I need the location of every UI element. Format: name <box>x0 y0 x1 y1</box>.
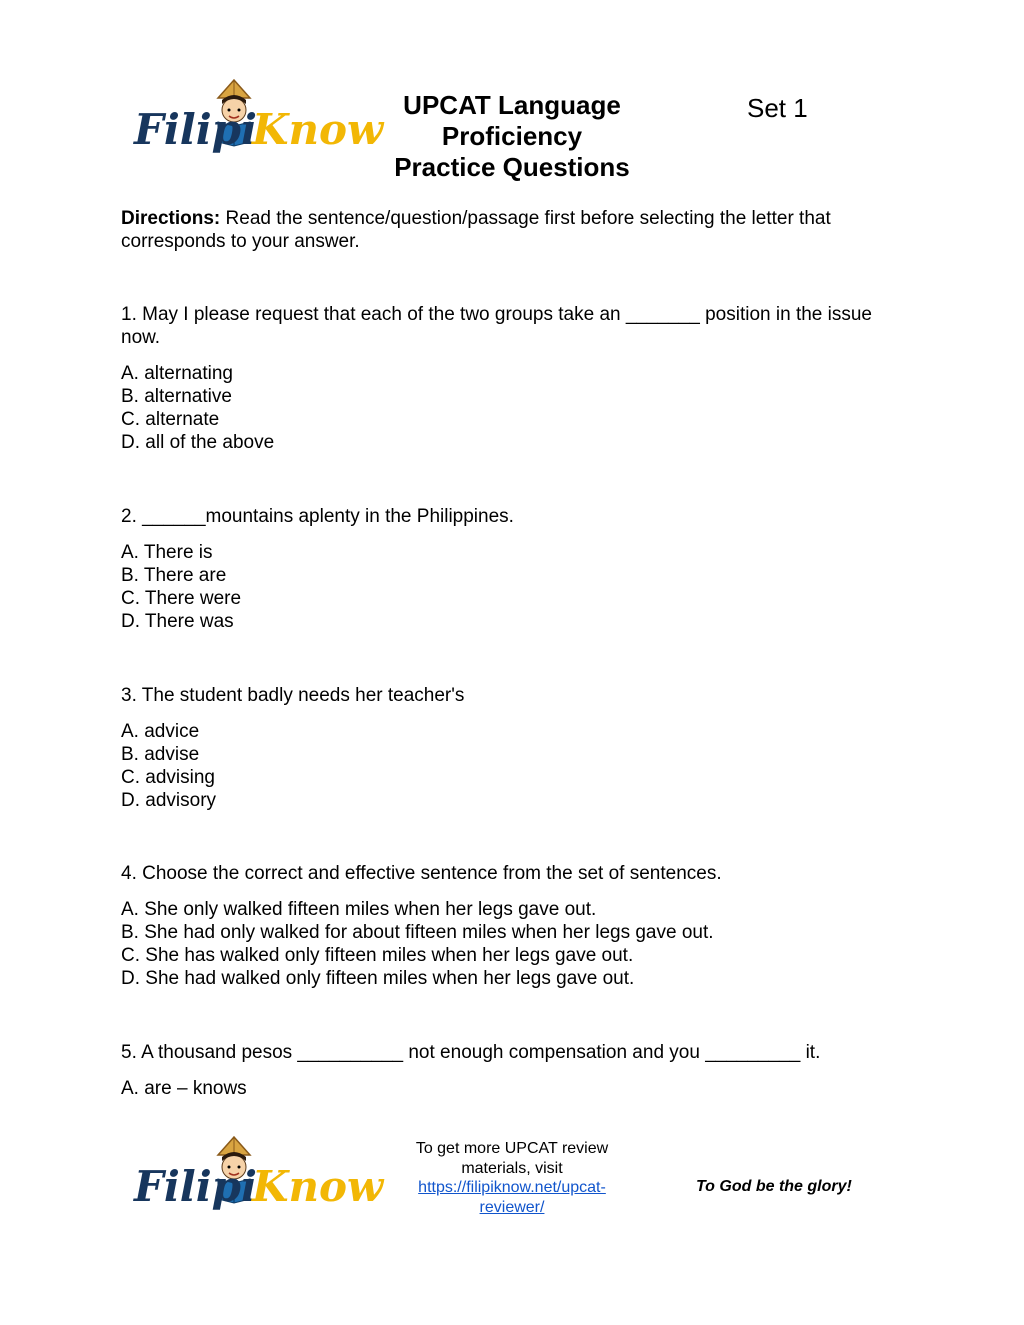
directions-text: Read the sentence/question/passage first before selecting the letter that corresponds to your answer. <box>121 208 831 252</box>
set-label: Set 1 <box>747 93 808 123</box>
answer-option: A. alternating <box>121 363 233 384</box>
answer-option: C. advising <box>121 767 215 788</box>
footer-tagline: To God be the glory! <box>696 1178 852 1195</box>
title-line-2: Proficiency <box>441 121 583 151</box>
question-5 <box>121 1041 891 1100</box>
footer-note-text: To get more UPCAT review materials, visit <box>415 1140 609 1177</box>
question-3 <box>121 684 891 812</box>
answer-option: C. There were <box>121 588 242 609</box>
directions <box>121 207 891 253</box>
answer-option: B. She had only walked for about fifteen miles when her legs gave out. <box>121 922 714 943</box>
question-stem: 3. The student badly needs her teacher's <box>121 685 465 706</box>
question-stem: 5. A thousand pesos __________ not enough compensation and you _________ it. <box>121 1042 821 1063</box>
answer-option: D. all of the above <box>121 432 275 453</box>
answer-option: D. She had walked only fifteen miles when her legs gave out. <box>121 968 635 989</box>
answer-option: C. She has walked only fifteen miles when her legs gave out. <box>121 945 634 966</box>
answer-option: B. alternative <box>121 386 232 407</box>
answer-option: B. There are <box>121 565 227 586</box>
question-stem: 1. May I please request that each of the two groups take an _______ position in the issue now. <box>121 304 872 348</box>
answer-option: A. There is <box>121 542 213 563</box>
svg-text:Know: Know <box>252 1162 384 1211</box>
page-title <box>372 90 652 183</box>
question-4 <box>121 862 891 990</box>
title-line-3: Practice Questions <box>394 152 630 182</box>
svg-text:Filipi: Filipi <box>134 1162 258 1211</box>
answer-option: B. advise <box>121 744 200 765</box>
question-stem: 2. ______mountains aplenty in the Philippines. <box>121 506 514 527</box>
question-2 <box>121 505 891 633</box>
question-stem: 4. Choose the correct and effective sentence from the set of sentences. <box>121 863 722 884</box>
answer-option: C. alternate <box>121 409 220 430</box>
question-1 <box>121 303 891 454</box>
filipiknow-footer-logo <box>130 1135 384 1225</box>
answer-option: D. There was <box>121 611 234 632</box>
title-line-1: UPCAT Language <box>403 90 621 120</box>
footer-review-note <box>392 1139 632 1217</box>
directions-label: Directions: <box>121 208 221 229</box>
filipiknow-logo <box>130 78 384 168</box>
answer-option: D. advisory <box>121 790 217 811</box>
svg-text:Filipi: Filipi <box>134 105 258 154</box>
answer-option: A. are – knows <box>121 1078 247 1099</box>
svg-text:Know: Know <box>252 105 384 154</box>
answer-option: A. She only walked fifteen miles when her legs gave out. <box>121 899 597 920</box>
upcat-reviewer-link[interactable]: https://filipiknow.net/upcat-reviewer/ <box>418 1179 606 1216</box>
answer-option: A. advice <box>121 721 200 742</box>
